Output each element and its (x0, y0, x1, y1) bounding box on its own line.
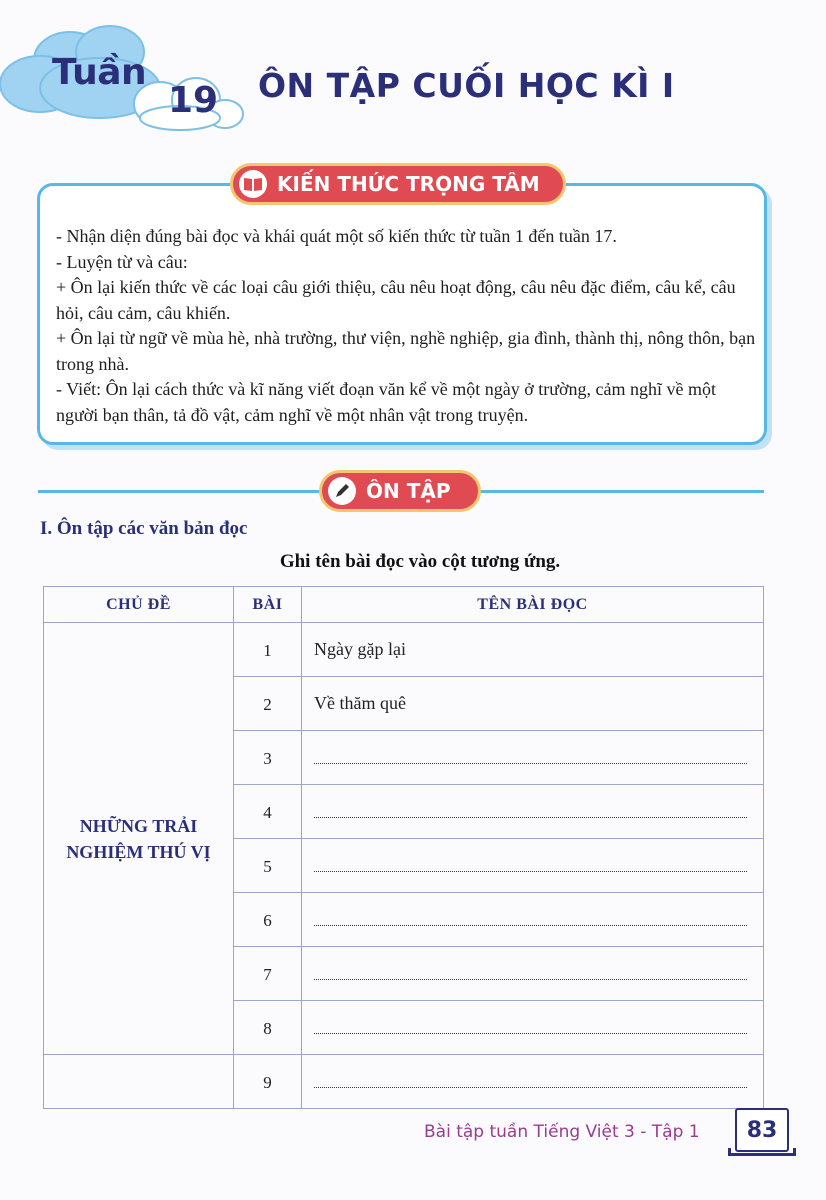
table-header-row (44, 587, 764, 623)
lesson-number: 5 (234, 839, 302, 893)
knowledge-heading: KIẾN THỨC TRỌNG TÂM (277, 172, 540, 196)
pencil-icon (328, 477, 356, 505)
knowledge-line: - Luyện từ và câu: (56, 251, 188, 272)
answer-field[interactable] (302, 1055, 764, 1109)
answer-field[interactable] (302, 785, 764, 839)
header-topic: CHỦ ĐỀ (44, 587, 234, 623)
answer-field[interactable] (302, 1001, 764, 1055)
page-number-book-base (728, 1148, 796, 1156)
lesson-number: 1 (234, 623, 302, 677)
review-heading-pill (319, 470, 481, 512)
book-icon (239, 170, 267, 198)
lesson-number: 8 (234, 1001, 302, 1055)
answer-field[interactable] (302, 731, 764, 785)
lesson-title: Về thăm quê (302, 677, 764, 731)
knowledge-line: + Ôn lại kiến thức về các loại câu giới thiệu, câu nêu hoạt động, câu nêu đặc điểm, câu kể, câu hỏi, câu cảm, câu khiến. (56, 277, 736, 323)
instruction (0, 551, 760, 573)
knowledge-line: + Ôn lại từ ngữ về mùa hè, nhà trường, thư viện, nghề nghiệp, gia đình, thành thị, nông thôn, bạn trong nhà. (56, 328, 756, 374)
week-number: 19 (168, 80, 219, 121)
answer-field[interactable] (302, 839, 764, 893)
table-row (44, 1055, 764, 1109)
lesson-number: 9 (234, 1055, 302, 1109)
topic-cell: NHỮNG TRẢI NGHIỆM THÚ VỊ (44, 623, 234, 1055)
knowledge-line: - Nhận diện đúng bài đọc và khái quát một số kiến thức từ tuần 1 đến tuần 17. (56, 226, 617, 246)
lesson-number: 7 (234, 947, 302, 1001)
review-heading: ÔN TẬP (366, 479, 451, 503)
lesson-number: 6 (234, 893, 302, 947)
answer-field[interactable] (302, 893, 764, 947)
header-lesson: BÀI (234, 587, 302, 623)
book-title: Bài tập tuần Tiếng Việt 3 - Tập 1 (424, 1122, 700, 1142)
page-number: 83 (735, 1108, 789, 1152)
week-label: Tuần (52, 52, 147, 93)
lesson-title: Ngày gặp lại (302, 623, 764, 677)
lesson-number: 3 (234, 731, 302, 785)
lesson-number: 4 (234, 785, 302, 839)
knowledge-line: - Viết: Ôn lại cách thức và kĩ năng viết đoạn văn kể về một ngày ở trường, cảm nghĩ về một người bạn thân, tả đồ vật, cảm nghĩ về một nhân vật trong truyện. (56, 379, 716, 425)
lesson-number: 2 (234, 677, 302, 731)
section-title: I. Ôn tập các văn bản đọc (40, 518, 248, 539)
page-title: ÔN TẬP CUỐI HỌC KÌ I (258, 66, 675, 105)
answer-field[interactable] (302, 947, 764, 1001)
reading-table (43, 586, 764, 1109)
header-title: TÊN BÀI ĐỌC (302, 587, 764, 623)
instruction-text: Ghi tên bài đọc vào cột tương ứng. (279, 551, 561, 572)
table-row (44, 623, 764, 677)
knowledge-heading-pill (230, 163, 566, 205)
empty-topic-cell (44, 1055, 234, 1109)
knowledge-text (56, 224, 756, 428)
